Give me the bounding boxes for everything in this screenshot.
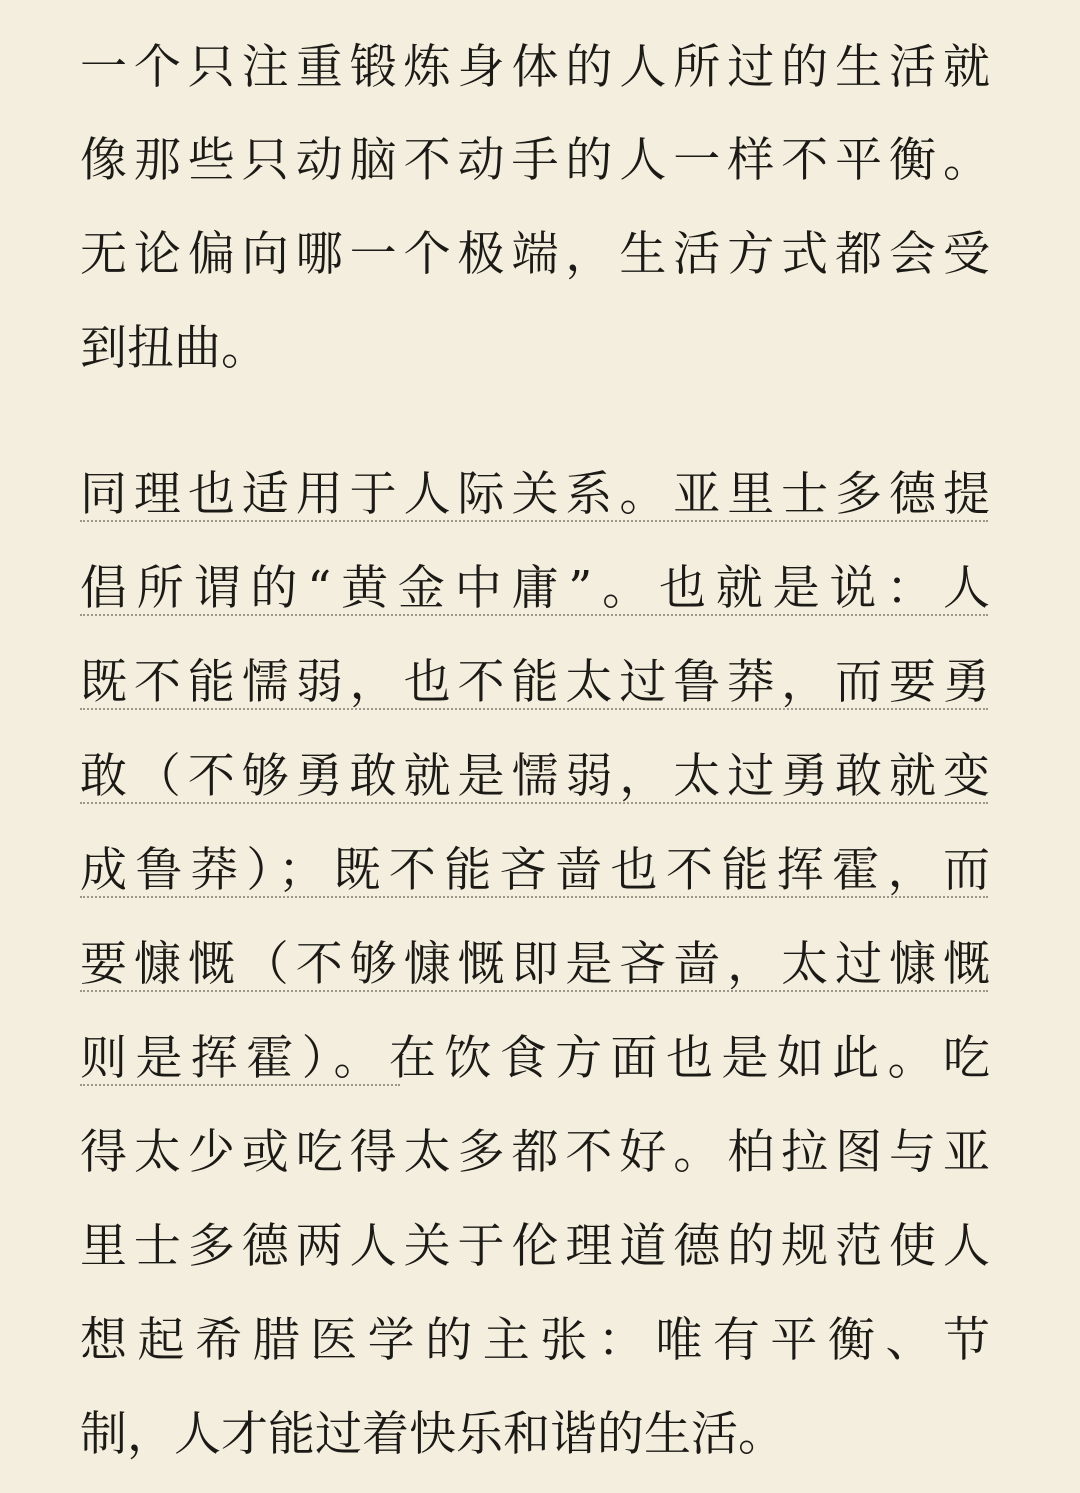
- dotted-underline: [80, 520, 988, 522]
- text-line: 倡所谓的“黄金中庸”。也就是说：人: [80, 561, 990, 616]
- text-line: 到扭曲。: [80, 321, 268, 376]
- text-line: 既不能懦弱，也不能太过鲁莽，而要勇: [80, 655, 990, 710]
- dotted-underline: [80, 1084, 400, 1086]
- text-line: 得太少或吃得太多都不好。柏拉图与亚: [80, 1125, 990, 1180]
- text-line: 一个只注重锻炼身体的人所过的生活就: [80, 40, 990, 95]
- dotted-underline: [80, 708, 988, 710]
- text-line: 要慷慨（不够慷慨即是吝啬，太过慷慨: [80, 937, 990, 992]
- text-line: 里士多德两人关于伦理道德的规范使人: [80, 1219, 990, 1274]
- text-line: 同理也适用于人际关系。亚里士多德提: [80, 467, 990, 522]
- text-line: 敢（不够勇敢就是懦弱，太过勇敢就变: [80, 749, 990, 804]
- dotted-underline: [80, 802, 988, 804]
- dotted-underline: [80, 990, 988, 992]
- text-line: 成鲁莽）；既不能吝啬也不能挥霍，而: [80, 843, 990, 898]
- text-line: 像那些只动脑不动手的人一样不平衡。: [80, 133, 990, 188]
- text-line: 无论偏向哪一个极端，生活方式都会受: [80, 227, 990, 282]
- text-line: 则是挥霍）。在饮食方面也是如此。吃: [80, 1031, 990, 1086]
- text-line: 想起希腊医学的主张：唯有平衡、节: [80, 1313, 990, 1368]
- dotted-underline: [80, 614, 988, 616]
- text-line: 制，人才能过着快乐和谐的生活。: [80, 1407, 785, 1462]
- dotted-underline: [80, 896, 988, 898]
